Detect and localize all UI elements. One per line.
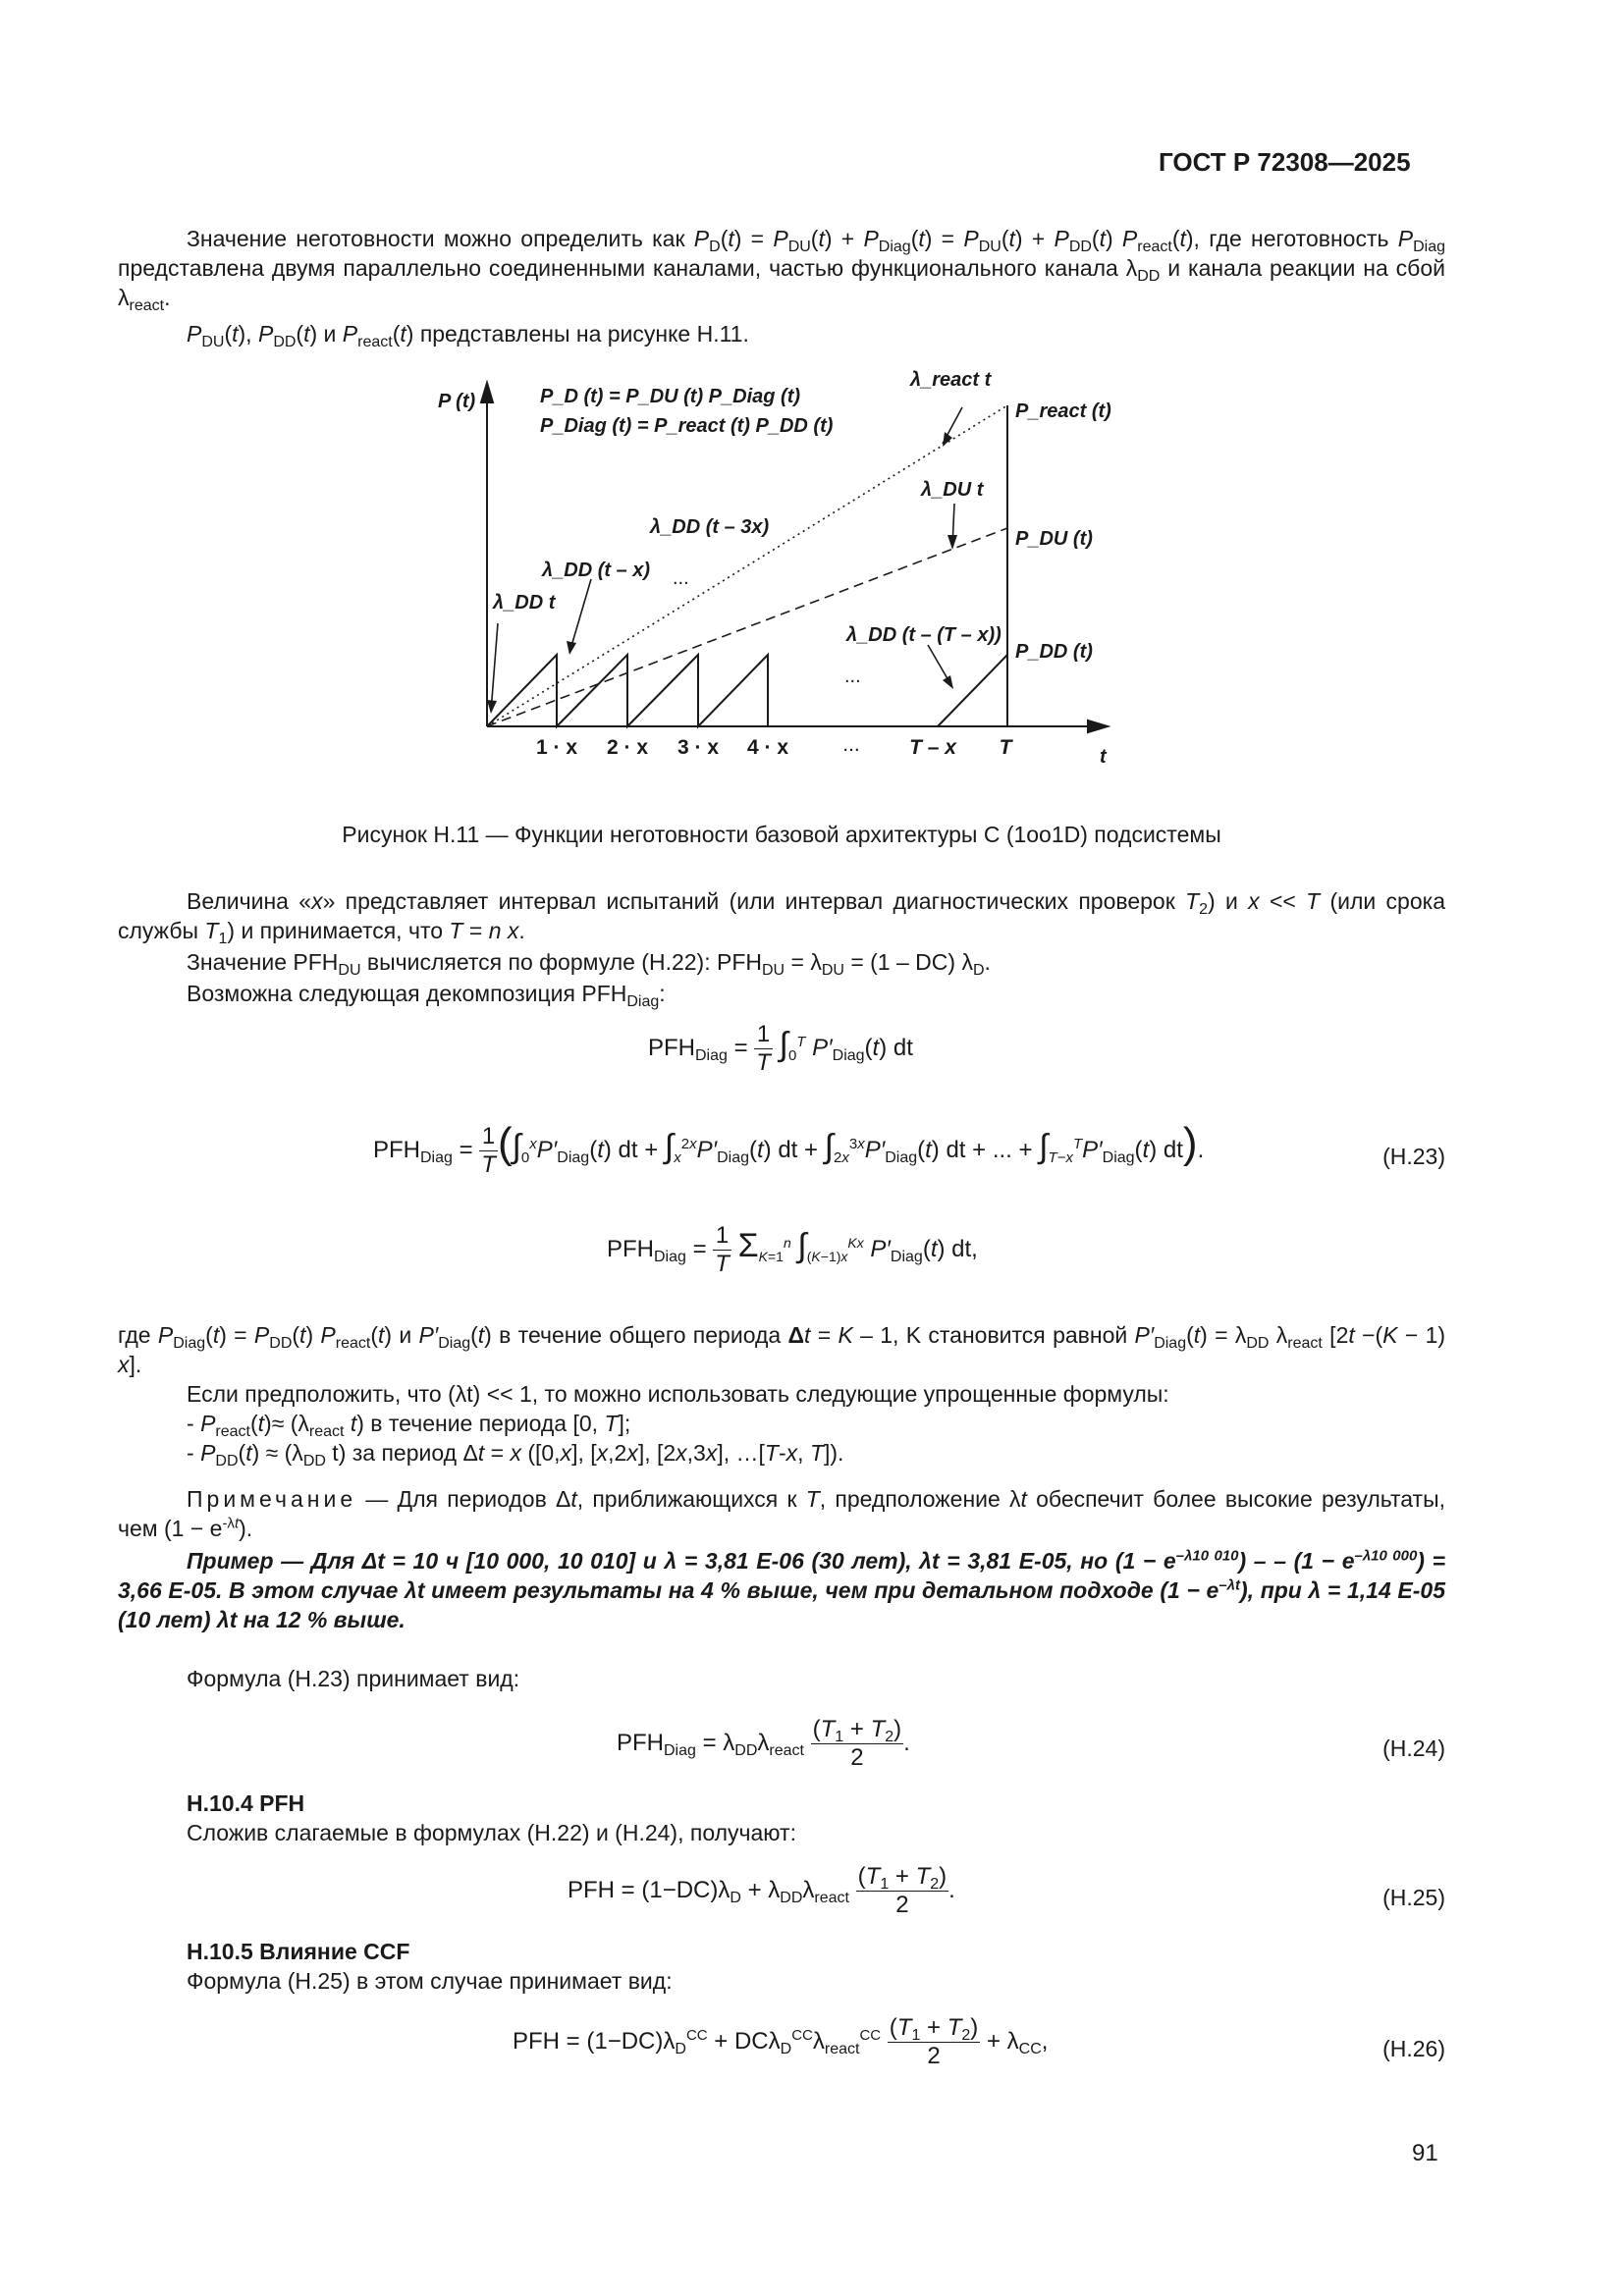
label-dots-1: ... <box>673 567 689 589</box>
sawtooth-last <box>938 655 1007 726</box>
heading-h104: Н.10.4 PFH <box>187 1790 305 1816</box>
label-ldu-t: λ_DU t <box>921 479 984 501</box>
paragraph-h23-form: Формула (Н.23) принимает вид: <box>187 1666 520 1691</box>
eq-h24: $PFH_{Diag} = \lambda_{DD}\lambda_{react}$ $\frac{(T_1 + T_2)}{2}$ . <box>617 1716 910 1771</box>
x-axis-arrow <box>1088 721 1108 732</box>
label-preact: P_react (t) <box>1015 400 1111 422</box>
x-tick-T: T <box>999 736 1012 759</box>
y-axis-label: P (t) <box>438 391 476 412</box>
example: Пример — Для Δt = 10 ч [10 000, 10 010] и λ = 3,81 E-06 (30 лет), λt = 3,81 E-05, но $(1 - e^{-\lambda 10 010})$ – – $(1 - e^{-\lambda 10 000}) = 3,66$ E-05. В этом случае λt имеет результаты на 4 % выше, чем при детальном подходе $(1 - e^{-\lambda t})$, при λ = 1,14 E-05 (10 лет) λt на 12 % выше. <box>118 1547 1445 1632</box>
label-lreact-t: λ_react t <box>910 369 992 391</box>
page-number: 91 <box>1412 2140 1438 2166</box>
figure-caption: Рисунок Н.11 — Функции неготовности базовой архитектуры C (1oo1D) подсистемы <box>342 822 1221 847</box>
label-ldd-t3x: λ_DD (t – 3x) <box>650 516 770 538</box>
x-tick-dots: ... <box>842 733 860 756</box>
label-ldd-tTx: λ_DD (t – (T – x)) <box>846 624 1001 646</box>
x-tick-2x: 2 · x <box>606 736 649 759</box>
label-pdu: P_DU (t) <box>1015 528 1093 550</box>
label-pdd: P_DD (t) <box>1015 641 1093 663</box>
label-dots-2: ... <box>844 666 861 687</box>
paragraph-sum: Сложив слагаемые в формулах (Н.22) и (Н.24), получают: <box>187 1820 796 1845</box>
heading-h105: Н.10.5 Влияние CCF <box>187 1939 410 1964</box>
paragraph-pdd-approx: - $P_{DD}(t) \approx (\lambda_{DD}$ t) за период Δt = x ([0,x], [x,2x], [2x,3x], …[T-x, T]). <box>187 1440 844 1469</box>
paragraph-h25-form: Формула (Н.25) в этом случае принимает вид: <box>187 1968 673 1994</box>
label-ldd-tx: λ_DD (t – x) <box>542 560 651 581</box>
eq-number-h25: (Н.25) <box>1382 1885 1445 1910</box>
paragraph-interval: Величина «x» представляет интервал испытаний (или интервал диагностических проверок $T_2$) и x << T (или срока службы $T_1$) и принимается, что T = n x. <box>118 888 1445 947</box>
eq-pd: P_D (t) = P_DU (t) P_Diag (t) <box>540 386 801 407</box>
eq-pfhdiag-sum-integrals: $PFH_{Diag}$ = $\frac{1}{T}$ ($\int_0^xP'_{Diag}(t)$ dt + $\int_x^{2x}P'_{Diag}(t)$ dt + $\int_{2x}^{3x}P'_{Diag}(t)$ dt + ... + $\int_{T-x}^TP'_{Diag}(t)$ dt). <box>373 1119 1205 1179</box>
sawtooth-pdd <box>487 655 768 726</box>
x-tick-3x: 3 · x <box>677 736 720 759</box>
note: Примечание — Для периодов Δt, приближающихся к T, предположение λt обеспечит более высокие результаты, чем $(1 - e^{-\lambda t})$. <box>118 1486 1446 1541</box>
paragraph-preact-approx: - $P_{react}(t)\approx (\lambda_{react}$ t) в течение периода [0, T]; <box>187 1411 631 1440</box>
paragraph-pfhdu: Значение $PFH_{DU}$ вычисляется по формуле (Н.22): $PFH_{DU} = \lambda_{DU} = (1 - DC)$ $\lambda_D$. <box>187 949 991 979</box>
figure-h11 <box>422 358 1129 780</box>
eq-pdiag: P_Diag (t) = P_react (t) P_DD (t) <box>540 415 834 437</box>
eq-pfhdiag-sum: $PFH_{Diag}$ = $\frac{1}{T}$ $\Sigma_{K=1}^n$ $\int_{(K-1)x}^{Kx}$ $P'_{Diag}(t)$ dt, <box>607 1222 978 1277</box>
paragraph-figure-ref: $P_{DU}(t)$, $P_{DD}(t)$ и $P_{react}(t)$ представлены на рисунке Н.11. <box>187 321 749 350</box>
x-tick-4x: 4 · x <box>746 736 789 759</box>
label-ldd-t: λ_DD t <box>493 592 556 614</box>
document-header: ГОСТ Р 72308—2025 <box>1159 147 1411 177</box>
paragraph-unavailability: Значение неготовности можно определить как $P_D(t) = P_{DU}(t) + P_{Diag}(t) = P_{DU}(t) + P_{DD}(t)$ $P_{react}(t)$, где неготовность $P_{Diag}$ представлена двумя параллельно соединенными каналами, частью функционального канала $\lambda_{DD}$ и канала реакции на сбой $\lambda_{react}$. <box>118 226 1445 314</box>
eq-number-h23: (Н.23) <box>1382 1144 1445 1169</box>
eq-pfhdiag-integral: $PFH_{Diag}$ = $\frac{1}{T}$ $\int_0^T$ $P'_{Diag}(t)$ dt <box>648 1021 913 1076</box>
y-axis-arrow <box>481 383 493 402</box>
paragraph-decomposition: Возможна следующая декомпозиция $PFH_{Diag}$: <box>187 981 666 1010</box>
eq-number-h26: (Н.26) <box>1382 2036 1445 2061</box>
x-tick-1x: 1 · x <box>535 736 578 759</box>
x-axis-label: t <box>1100 746 1107 768</box>
paragraph-assume: Если предположить, что (λt) << 1, то можно использовать следующие упрощенные формулы: <box>187 1381 1169 1407</box>
eq-number-h24: (Н.24) <box>1382 1735 1445 1761</box>
eq-h25: PFH = $(1-DC)\lambda_D + \lambda_{DD}\lambda_{react}$ $\frac{(T_1 + T_2)}{2}$ . <box>568 1863 955 1918</box>
eq-h26: PFH = $(1-DC)\lambda_D^{CC} + DC\lambda_D^{CC}\lambda_{react}^{CC}$ $\frac{(T_1 + T_2)}{2}$ + $\lambda_{CC}$, <box>513 2014 1049 2069</box>
paragraph-where: где $P_{Diag}(t) = P_{DD}(t)$ $P_{react}(t)$ и $P'_{Diag}(t)$ в течение общего периода Δt = K – 1, K становится равной $P'_{Diag}(t) = \lambda_{DD}$ $\lambda_{react}$ [2t −(K − 1) x]. <box>118 1322 1446 1377</box>
x-tick-Tx: T – x <box>909 736 956 759</box>
